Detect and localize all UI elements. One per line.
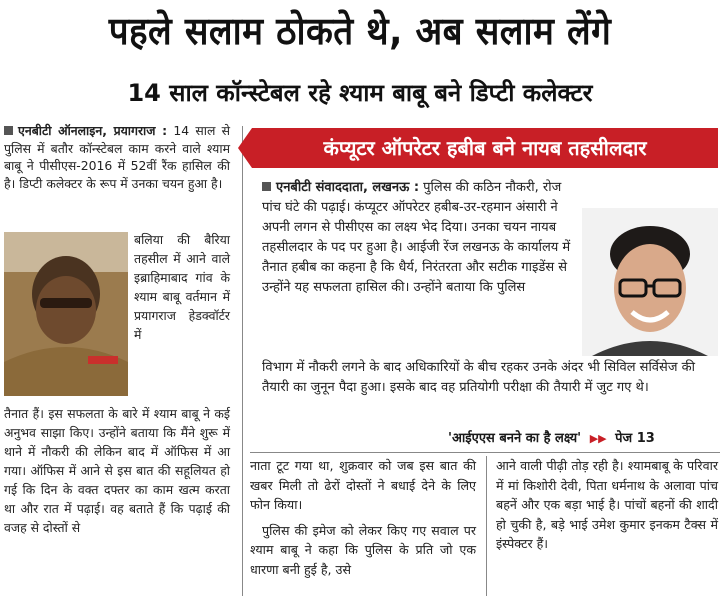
story1-byline: एनबीटी ऑनलाइन, प्रयागराज : (18, 123, 168, 138)
story1-intro-text: 14 साल से पुलिस में बतौर कॉन्स्टेबल काम करने वाले श्याम बाबू ने पीसीएस-2016 में 52वीं रैंक हासिल की है। डिप्टी कलेक्टर के रूप में उनका चयन हुआ है। (4, 123, 230, 191)
double-arrow-icon: ▶▶ (589, 432, 607, 445)
headline: पहले सलाम ठोकते थे, अब सलाम लेंगे (108, 9, 612, 53)
box-bottom-divider (250, 452, 720, 453)
story2-byline: एनबीटी संवाददाता, लखनऊ : (276, 180, 420, 195)
column-divider (486, 456, 487, 596)
subheadline: 14 साल कॉन्स्टेबल रहे श्याम बाबू बने डिप्टी कलेक्टर (127, 79, 593, 107)
story1-col2-para1: नाता टूट गया था, शुक्रवार को जब इस बात की खबर मिली तो ढेरों दोस्तों ने बधाई देने के लिए फोन किया। (250, 458, 476, 512)
page-reference[interactable] (448, 428, 718, 446)
habib-photo (582, 208, 718, 356)
story1-col2-para2: पुलिस की इमेज को लेकर किए गए सवाल पर श्याम बाबू ने कहा कि पुलिस के प्रति जो एक धारणा बनी हुई है, उसे (250, 522, 476, 577)
reference-quote: 'आईएएस बनने का है लक्ष्य' (448, 431, 582, 446)
story1-wrap-text: बलिया की बैरिया तहसील में आने वाले इब्राहिमाबाद गांव के श्याम बाबू वर्तमान में प्रयागराज हेडक्वॉर्टर में (134, 232, 230, 342)
story2-body-bottom: विभाग में नौकरी लगने के बाद अधिकारियों के बीच रहकर उनके अंदर भी सिविल सर्विसेज की तैयारी का जुनून पैदा हुआ। इसके बाद वह प्रतियोगी परीक्षा की तैयारी में जुट गए थे। (262, 360, 695, 395)
story1-column2 (250, 456, 476, 579)
story2-body-top (262, 178, 580, 298)
story1-continued: तैनात हैं। इस सफलता के बारे में श्याम बाबू ने कई अनुभव साझा किए। उन्होंने बताया कि मैंने शुरू में थाने में नौकरी की लेकिन बाद में ऑफिस में आ गया। ऑफिस में आने से इस बात की सहूलियत हो गई कि दिन के वक्त दफ्तर का काम खत्म करता था और रात में पढ़ाई। वह बताते हैं कि पढ़ाई की वजह से दोस्तों से (4, 406, 230, 535)
story2-text-top: पुलिस की कठिन नौकरी, रोज पांच घंटे की पढ़ाई। कंप्यूटर ऑपरेटर हबीब-उर-रहमान अंसारी ने अपनी लगन से पीसीएस का लक्ष्य भेद दिया। उनका चयन नायब तहसीलदार के पद पर हुआ है। आईजी रेंज लखनऊ के कार्यालय में तैनात हबीब का कहना है कि धैर्य, निरंतरता और सटीक गाइडेंस से उन्होंने यह सफलता हासिल की। उन्होंने बताया कि पुलिस (262, 180, 571, 295)
column-divider (242, 126, 243, 596)
byline-square-icon (262, 182, 271, 191)
reference-page: पेज 13 (615, 431, 655, 446)
story1-intro (4, 122, 230, 192)
story1-column3: आने वाली पीढ़ी तोड़ रही है। श्यामबाबू के परिवार में मां किशोरी देवी, पिता धर्मनाथ के अलावा पांच बहनें और एक बड़ा भाई है। पांचों बहनों की शादी हो चुकी है, बड़े भाई उमेश कुमार इनकम टैक्स में इंस्पेक्टर हैं। (496, 458, 718, 551)
byline-square-icon (4, 126, 13, 135)
story2-title: कंप्यूटर ऑपरेटर हबीब बने नायब तहसीलदार (252, 128, 718, 168)
shyam-babu-photo (4, 232, 128, 396)
